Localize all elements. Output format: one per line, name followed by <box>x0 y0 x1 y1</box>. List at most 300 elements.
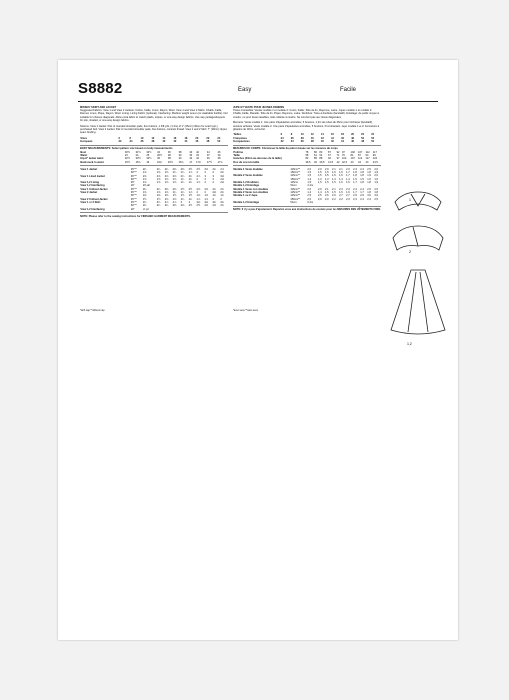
measurement-cell: 44 <box>358 160 361 164</box>
european-size-cell: 44 <box>184 140 188 144</box>
yardage-cell: 115cm** <box>290 190 301 194</box>
measurement-cell: 17½ <box>206 160 212 164</box>
yardage-cell: 2¼ <box>142 204 147 208</box>
yardage-cell: 2¾ <box>212 187 217 191</box>
yardage-cell: 3⅛ <box>220 174 224 178</box>
measurement-cell: 97 <box>336 157 340 161</box>
yardage-cell: 2,5 <box>367 187 371 191</box>
yardage-cell: 0,2m <box>307 200 314 204</box>
measurement-label: Dos du cou à la taille <box>233 160 260 164</box>
yardage-cell: 1½ <box>172 194 177 198</box>
en-footnote: *with nap **without nap <box>80 309 105 312</box>
yardage-cell: 1,6 <box>367 177 371 181</box>
difficulty-fr: Facile <box>339 87 356 93</box>
size-cell: 16 <box>173 136 177 140</box>
yardage-cell: 2⅛ <box>220 181 224 185</box>
yardage-label: View 1 or 2 Skirt <box>80 200 101 204</box>
yardage-cell: 1⅜ <box>142 194 147 198</box>
yardage-cell: 115cm** <box>290 194 301 198</box>
measurement-cell: 16½ <box>167 160 173 164</box>
fr-size-table <box>233 133 381 143</box>
yardage-cell: 2½ <box>188 204 193 208</box>
yardage-cell: 1,7 <box>353 190 357 194</box>
en-yardage-table <box>80 168 228 211</box>
french-size-cell: 52 <box>371 136 375 140</box>
yardage-label: View 1 Jacket <box>80 167 98 171</box>
measurement-cell: 16¼ <box>157 160 163 164</box>
yardage-cell: 2¾ <box>220 204 224 208</box>
french-column <box>233 104 381 214</box>
size-cell: 16 <box>330 133 334 137</box>
yardage-cell: 2,2 <box>339 197 343 201</box>
yardage-row <box>80 208 228 211</box>
yardage-cell: 2¼ <box>164 167 169 171</box>
yardage-cell: 2,2m <box>307 184 314 188</box>
size-cell: 8 <box>290 133 293 137</box>
european-size-cell: 50 <box>217 140 221 144</box>
yardage-label: Modèle 1 Veste non doublée <box>233 187 269 191</box>
yardage-cell: 2,4 <box>367 197 371 201</box>
yardage-cell: 1,9 <box>367 174 371 178</box>
yardage-cell: 2,7 <box>346 194 350 198</box>
yardage-cell: 2,3 <box>346 167 350 171</box>
yardage-cell: 1,6 <box>374 177 378 181</box>
divider <box>233 206 381 207</box>
measurement-cell: 42 <box>196 150 199 154</box>
yardage-cell: 2⅝ <box>172 174 177 178</box>
yardage-cell: 1¾ <box>180 177 185 181</box>
measurement-cell: 46 <box>217 150 221 154</box>
illustration-label-1-2: 1,2 <box>407 342 412 346</box>
yardage-cell: ⅛ yd <box>142 207 149 211</box>
measurement-cell: 76 <box>341 153 345 157</box>
size-cell: 6 <box>118 136 120 140</box>
yardage-cell: 2⅜ all <box>142 184 150 188</box>
yardage-label: Modèle 2 Veste non doublée <box>233 190 269 194</box>
yardage-label: Modèle 1 Veste doublée <box>233 167 263 171</box>
yardage-cell: 2 <box>204 191 206 195</box>
yardage-cell: 1⅝ <box>156 171 161 175</box>
yardage-cell: 1⅝ <box>164 181 169 185</box>
european-size-cell: 40 <box>320 139 324 143</box>
size-cell: 12 <box>310 133 314 137</box>
yardage-label: Modèle 1,2 Doublure <box>233 181 259 185</box>
en-notions: Notions: View 1 Jacket: Pair of rounded shoulder pads, five buttons, 1 3/8 yds. (1.3m) of 1" (25cm) ribbon for scarf (opt.), purchased belt. View 2 Jacket: Pair of rounded shoulder pads, five buttons, contrast thread. View 1 and 2 Skirt: 7" (18cm) zipper, seam binding. <box>80 124 228 135</box>
measurement-cell: 92 <box>328 157 331 161</box>
garment-illustrations <box>383 180 453 350</box>
measurement-cell: 42 <box>189 157 193 161</box>
yardage-label: Modèle 1 ou 2 Jupe <box>233 194 258 198</box>
yardage-cell: 2⅞ <box>164 200 169 204</box>
measurement-cell: 42 <box>336 160 340 164</box>
yardage-cell: 2½ <box>180 187 185 191</box>
yardage-cell: 2⅝ <box>156 174 161 178</box>
yardage-cell: 1¾ <box>180 197 185 201</box>
measurement-cell: 107 <box>350 157 355 161</box>
yardage-cell: 45" <box>130 181 135 185</box>
yardage-cell: 2 <box>196 177 198 181</box>
measurement-cell: 39,5 <box>305 160 311 164</box>
yardage-cell: 2⅛ <box>220 177 224 181</box>
yardage-cell: 45"** <box>130 191 137 195</box>
yardage-cell: 2 <box>212 181 214 185</box>
en-european-row: European 32 34 36 38 40 42 44 46 48 50 <box>80 140 228 143</box>
measurement-cell: 44,5 <box>372 160 378 164</box>
measurement-cell: 71 <box>336 153 340 157</box>
yardage-cell: 1,5 <box>324 190 329 194</box>
yardage-cell: 1⅝ <box>164 197 169 201</box>
yardage-cell: 1,6 <box>346 181 350 185</box>
measurement-cell: 40,5 <box>319 160 325 164</box>
measurement-cell: 30 <box>178 154 182 158</box>
yardage-cell: 2 <box>212 177 214 181</box>
yardage-cell: 60"** <box>130 171 137 175</box>
measurement-cell: 85 <box>314 157 317 161</box>
yardage-cell: 2½ <box>188 167 193 171</box>
yardage-cell: 51cm <box>290 184 297 188</box>
yardage-cell: 2,1 <box>324 187 329 191</box>
yardage-cell: 1,8 <box>353 171 357 175</box>
measurement-label: Taille <box>233 153 240 157</box>
yardage-cell: 2¾ <box>156 200 161 204</box>
european-size-cell: 48 <box>361 139 365 143</box>
european-size-cell: 48 <box>206 140 210 144</box>
measurement-label: Hanches (23cm au-dessous de la taille) <box>233 157 282 161</box>
yardage-cell: 1½ <box>156 197 161 201</box>
yardage-cell: 2¾ <box>142 200 147 204</box>
yardage-cell: 1⅞ <box>188 191 193 195</box>
yardage-cell: 2⅞ <box>196 174 201 178</box>
yardage-cell: 1⅜ <box>156 194 161 198</box>
fr-notions: Mercerie: Veste modèle 1: Une paire d'épaulettes arrondies, 5 boutons, 1,3m de ruban de 25cm pour l'écharpe (facultatif), ceinture achetée. Veste modèle 2: Une paire d'épaulettes arrondies, 5 boutons, fil contrastant. Jupe modèle 1 et 2: Fermeture à glissière de 18cm, extra-fort. <box>233 121 380 131</box>
measurement-cell: 38 <box>167 157 171 161</box>
en-body-heading: BODY MEASUREMENTS: Select pattern size based on body measurements <box>80 147 173 151</box>
yardage-cell: 2¼ <box>156 187 161 191</box>
yardage-cell: 2⅜ <box>172 167 177 171</box>
european-size-cell: 44 <box>341 139 344 143</box>
size-cell: 10 <box>300 133 304 137</box>
yardage-cell: 1,8 <box>360 181 364 185</box>
yardage-cell: 2⅝ <box>204 187 209 191</box>
yardage-cell: 2,9 <box>353 194 357 198</box>
measurement-cell: 25 <box>146 154 150 158</box>
yardage-cell: 1,8 <box>353 174 357 178</box>
european-size-cell: 46 <box>351 139 354 143</box>
measurement-cell: 102 <box>341 157 347 161</box>
measurement-label: Waist <box>80 154 88 158</box>
french-size-cell: 48 <box>351 136 354 140</box>
measurement-cell: 16 <box>146 160 150 164</box>
yardage-cell: 1⅝ <box>172 177 177 181</box>
yardage-cell: 1⅝ <box>156 191 161 195</box>
yardage-cell: 2⅛ <box>212 191 217 195</box>
measurement-cell: 41,5 <box>328 160 334 164</box>
yardage-cell: 1,4 <box>346 177 350 181</box>
en-title: MISSES' SKIRT AND JACKET <box>80 105 117 109</box>
yardage-cell: 2,4 <box>360 167 364 171</box>
yardage-cell: 2 <box>204 177 206 181</box>
yardage-cell: 150cm** <box>290 171 301 175</box>
size-cell: 14 <box>162 136 166 140</box>
yardage-cell: 2,1 <box>332 167 336 171</box>
yardage-cell: 1,3 <box>307 177 312 181</box>
yardage-cell: 2 <box>220 197 222 201</box>
size-cell: 12 <box>151 136 155 140</box>
yardage-cell: 2¾ <box>188 174 193 178</box>
yardage-cell: 1,9 <box>374 171 378 175</box>
yardage-cell: 2⅝ <box>212 204 217 208</box>
european-size-cell: 38 <box>310 139 314 143</box>
measurement-cell: 58 <box>305 153 309 157</box>
yardage-cell: 1,5 <box>324 181 329 185</box>
measurement-cell: 24 <box>135 154 139 158</box>
yardage-cell: 1⅝ <box>196 194 201 198</box>
yardage-cell: 2⅝ <box>142 174 147 178</box>
european-size-cell: 50 <box>371 139 375 143</box>
french-size-cell: 36 <box>290 136 294 140</box>
yardage-label: View 2 Unlined Jacket <box>80 197 108 201</box>
yardage-cell: 2 <box>196 191 198 195</box>
yardage-cell: 1,6 <box>339 181 343 185</box>
european-size-cell: 32 <box>280 139 284 143</box>
yardage-cell: 3,0 <box>374 194 378 198</box>
illustration-label-2: 2 <box>409 250 411 254</box>
european-size-cell: 40 <box>162 140 166 144</box>
yardage-cell: 1⅞ <box>196 181 201 185</box>
european-size-cell: 36 <box>300 139 304 143</box>
size-cell: 22 <box>361 133 365 137</box>
yardage-cell: 51cm <box>290 200 297 204</box>
european-size-cell: 42 <box>173 140 177 144</box>
size-cell: 6 <box>280 133 283 137</box>
yardage-cell: 3,0 <box>367 194 371 198</box>
measurement-label: Bust <box>80 150 87 154</box>
yardage-cell: 1¾ <box>180 181 185 185</box>
yardage-cell: 2,3 <box>353 167 357 171</box>
yardage-cell: 2 <box>196 171 198 175</box>
measurement-cell: 92 <box>336 150 340 154</box>
yardage-cell: 115cm** <box>290 174 301 178</box>
yardage-cell: 1,5 <box>324 171 329 175</box>
fr-fabrics: Tissus Conseillés: Vestes modèle 1 et modèle 2: Coton, Faille, Toile de lin, Rayonne, Laine. Jupes modèle 1 et modèle 2: Challis, Faille, Flanelle, Toile de lin, Piqué, Rayonne, Laine. Doublure: Tissu à doublure (facultatif). Entoilage: de poids moyen à coudre, ou pour tissus lavables, toile collante à coudre. Ne convient pas aux tissus diagonales. <box>233 108 380 119</box>
yardage-cell: 2¼ <box>156 167 161 171</box>
yardage-cell: 2,4 <box>353 187 357 191</box>
yardage-cell: 2⅝ <box>204 167 209 171</box>
en-size-table <box>80 137 228 144</box>
yardage-cell: 2,5 <box>317 194 322 198</box>
measurement-cell: 32½ <box>146 150 152 154</box>
measurement-cell: 40 <box>178 157 182 161</box>
pattern-number: S8882 <box>78 80 123 97</box>
measurement-cell: 94 <box>365 153 369 157</box>
yardage-cell: 2,3 <box>339 187 343 191</box>
size-cell: 24 <box>371 133 375 137</box>
size-cell: 20 <box>351 133 354 137</box>
fr-french-sizes-row: Françaises 34 36 38 40 42 44 46 48 50 52 <box>233 137 381 140</box>
yardage-cell: 2¼ <box>220 171 224 175</box>
french-size-cell: 42 <box>320 136 324 140</box>
french-size-cell: 40 <box>310 136 314 140</box>
yardage-cell: 2⅜ <box>172 187 177 191</box>
yardage-cell: 1,5 <box>360 177 364 181</box>
en-note: NOTE: Please refer to the sewing instructions for FINISHED GARMENT MEASUREMENTS. <box>80 214 191 218</box>
measurement-cell: 46 <box>206 157 210 161</box>
yardage-label: Modèle 1,2 Entoilage <box>233 184 260 188</box>
measurement-cell: 26½ <box>157 154 163 158</box>
yardage-cell: 2,7 <box>339 194 343 198</box>
yardage-cell: 1½ <box>188 194 193 198</box>
yardage-cell: 2,3 <box>346 187 350 191</box>
yardage-cell: 1⅝ <box>204 194 209 198</box>
yardage-label: View 2 Jacket <box>80 191 98 195</box>
yardage-label: View 1,2 Interfacing <box>80 207 105 211</box>
yardage-cell: 3 <box>180 200 183 204</box>
measurement-cell: 83 <box>305 157 309 161</box>
yardage-cell: 2,5 <box>367 167 371 171</box>
measurement-cell: 37 <box>206 154 210 158</box>
measurement-cell: 42,5 <box>341 160 348 164</box>
yardage-cell: 2,6 <box>374 167 378 171</box>
french-size-cell: 34 <box>280 136 284 140</box>
yardage-cell: 20" <box>130 207 135 211</box>
measurement-label: Hip-9" below waist <box>80 157 104 161</box>
measurement-label: Poitrine <box>233 150 244 154</box>
measurement-cell: 17 <box>189 160 193 164</box>
yardage-cell: 1⅝ <box>142 191 147 195</box>
yardage-cell: 2¼ <box>142 167 147 171</box>
yardage-cell: 1¾ <box>172 191 177 195</box>
size-cell: 10 <box>140 136 144 140</box>
yardage-cell: 20" <box>130 184 135 188</box>
measurement-cell: 107 <box>358 150 363 154</box>
measurement-cell: 87 <box>358 153 361 157</box>
measurement-cell: 34 <box>196 154 199 158</box>
yardage-cell: 2,0 <box>307 197 312 201</box>
skirt-illustration <box>391 270 445 334</box>
yardage-cell: 45"** <box>130 197 137 201</box>
header-rule <box>78 101 438 102</box>
yardage-cell: 1,9 <box>374 181 378 185</box>
fr-sizes-row: Tailles 6 8 10 12 14 16 18 20 22 24 <box>233 133 381 136</box>
yardage-cell: 60"** <box>130 194 137 198</box>
yardage-cell: 2,4 <box>360 187 364 191</box>
yardage-cell: 2⅜ <box>180 167 185 171</box>
yardage-cell: 45"** <box>130 187 137 191</box>
yardage-cell: 1,7 <box>360 190 364 194</box>
measurement-cell: 34 <box>157 150 160 154</box>
yardage-cell: 1⅝ <box>142 177 147 181</box>
yardage-cell: 1⅞ <box>188 171 193 175</box>
yardage-cell: 2¼ <box>164 204 169 208</box>
size-cell: 20 <box>195 136 199 140</box>
yardage-cell: 115cm** <box>290 167 301 171</box>
yardage-cell: 2,0 <box>307 167 312 171</box>
yardage-cell: 1⅝ <box>156 181 161 185</box>
yardage-cell: 2⅝ <box>196 187 201 191</box>
size-cell: 8 <box>129 136 131 140</box>
yardage-cell: 1,5 <box>307 174 312 178</box>
yardage-cell: 2,5 <box>374 187 378 191</box>
measurement-cell: 38 <box>178 150 182 154</box>
yardage-cell: 1⅝ <box>156 177 161 181</box>
fr-note: NOTE: Il n'y a pas d'ajustement. Reportez-vous aux instructions de couture pour les MESURES DES VÊTEMENTS FINIS. <box>233 208 381 212</box>
yardage-cell: 2,6 <box>324 194 329 198</box>
measurement-cell: 33½ <box>135 157 141 161</box>
yardage-cell: 1,5 <box>332 190 336 194</box>
yardage-cell: 1⅝ <box>142 181 147 185</box>
yardage-cell: 2⅝ <box>164 174 169 178</box>
measurement-cell: 30½ <box>124 150 130 154</box>
yardage-cell: 2,0 <box>307 187 312 191</box>
yardage-cell: 1,7 <box>346 171 350 175</box>
yardage-cell: 1,4 <box>332 177 336 181</box>
yardage-cell: 3⅛ <box>196 200 201 204</box>
yardage-cell: 1,4 <box>317 190 322 194</box>
french-size-cell: 50 <box>361 136 365 140</box>
yardage-cell: 2⅝ <box>204 204 209 208</box>
yardage-cell: 1,6 <box>339 190 343 194</box>
yardage-cell: 1⅝ <box>164 171 169 175</box>
yardage-cell: 1¾ <box>180 191 185 195</box>
english-column <box>80 104 228 220</box>
measurement-cell: 34½ <box>146 157 152 161</box>
yardage-cell: 2,6 <box>332 194 336 198</box>
measurement-cell: 81 <box>350 153 354 157</box>
yardage-cell: 1,6 <box>332 171 336 175</box>
yardage-cell: 60"** <box>130 204 137 208</box>
yardage-cell: 150cm** <box>290 197 301 201</box>
pattern-envelope-sheet <box>58 60 458 640</box>
yardage-cell: 1,5 <box>332 181 336 185</box>
yardage-cell: 3¼ <box>220 200 224 204</box>
measurement-cell: 87 <box>328 150 331 154</box>
yardage-cell: 2,5 <box>307 194 312 198</box>
yardage-cell: 2,0 <box>324 197 329 201</box>
divider <box>233 145 381 146</box>
measurement-cell: 102 <box>350 150 355 154</box>
fr-yardage-table <box>233 168 381 204</box>
yardage-cell: 3 <box>212 174 214 178</box>
yardage-cell: 2⅜ <box>164 187 169 191</box>
yardage-cell: 1½ <box>142 197 147 201</box>
size-cell: 24 <box>217 136 221 140</box>
yardage-cell: 1⅝ <box>172 197 177 201</box>
yardage-cell: 1,4 <box>339 177 343 181</box>
size-cell: 22 <box>206 136 210 140</box>
measurement-cell: 44 <box>365 160 369 164</box>
yardage-cell: 2¼ <box>220 191 224 195</box>
fr-european-row: Européennes 32 34 36 38 40 42 44 46 48 50 <box>233 140 381 143</box>
size-cell: 18 <box>184 136 188 140</box>
european-size-cell: 36 <box>140 140 144 144</box>
yardage-cell: 115cm <box>290 181 298 185</box>
yardage-cell: 1,6 <box>332 174 336 178</box>
yardage-cell: 3 <box>204 174 206 178</box>
yardage-cell: 2 <box>212 197 214 201</box>
yardage-cell: 2⅞ <box>220 167 224 171</box>
yardage-cell: 1⅝ <box>172 181 177 185</box>
measurement-cell: 78 <box>305 150 309 154</box>
yardage-cell: 45"** <box>130 200 137 204</box>
yardage-cell: 1,5 <box>324 174 329 178</box>
measurement-cell: 28 <box>167 154 171 158</box>
measurement-cell: 97 <box>341 150 345 154</box>
yardage-cell: 2,3 <box>353 197 357 201</box>
french-size-cell: 38 <box>300 136 304 140</box>
yardage-cell: 115cm** <box>290 187 301 191</box>
measurement-cell: 48 <box>217 157 221 161</box>
measurement-cell: 36 <box>157 157 160 161</box>
